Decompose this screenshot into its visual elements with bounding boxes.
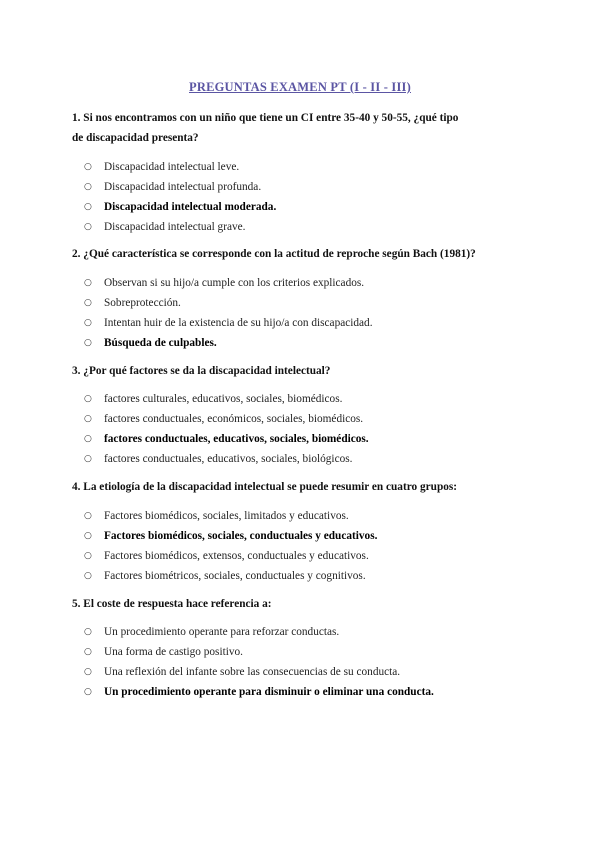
question-2: 2. ¿Qué característica se corresponde con la actitud de reproche según Bach (1981)?: [72, 248, 476, 260]
question-3-option-3-correct: [84, 429, 369, 449]
question-4-option-2-correct: [84, 526, 378, 546]
bullet-icon: ○: [84, 551, 92, 561]
bullet-icon: ○: [84, 298, 92, 308]
option-text: Intentan huir de la existencia de su hijo/a con discapacidad.: [104, 317, 373, 329]
bullet-icon: ○: [84, 687, 92, 697]
question-1-option-2: [84, 177, 262, 197]
bullet-icon: ○: [84, 278, 92, 288]
option-text: Un procedimiento operante para disminuir o eliminar una conducta.: [104, 686, 434, 698]
bullet-icon: ○: [84, 511, 92, 521]
bullet-icon: ○: [84, 202, 92, 212]
bullet-icon: ○: [84, 627, 92, 637]
option-text: Factores biomédicos, sociales, conductuales y educativos.: [104, 530, 378, 542]
bullet-icon: ○: [84, 162, 92, 172]
option-text: Discapacidad intelectual moderada.: [104, 201, 277, 213]
option-text: Una reflexión del infante sobre las consecuencias de su conducta.: [104, 666, 401, 678]
question-3-option-4: [84, 449, 353, 469]
question-5-option-2: [84, 642, 243, 662]
question-2-option-4-correct: [84, 333, 217, 353]
bullet-icon: ○: [84, 222, 92, 232]
bullet-icon: ○: [84, 434, 92, 444]
question-2-option-1: [84, 273, 365, 293]
option-text: factores conductuales, educativos, sociales, biológicos.: [104, 453, 353, 465]
bullet-icon: ○: [84, 667, 92, 677]
question-2-option-2: [84, 293, 181, 313]
option-text: Discapacidad intelectual profunda.: [104, 181, 262, 193]
option-text: Discapacidad intelectual leve.: [104, 161, 240, 173]
option-text: Búsqueda de culpables.: [104, 337, 217, 349]
question-4-option-1: [84, 506, 349, 526]
question-5-option-1: [84, 622, 340, 642]
bullet-icon: ○: [84, 454, 92, 464]
bullet-icon: ○: [84, 571, 92, 581]
option-text: Discapacidad intelectual grave.: [104, 221, 246, 233]
document-title: PREGUNTAS EXAMEN PT (I - II - III): [189, 80, 411, 94]
option-text: Factores biométricos, sociales, conductuales y cognitivos.: [104, 570, 366, 582]
bullet-icon: ○: [84, 318, 92, 328]
option-text: Sobreprotección.: [104, 297, 181, 309]
question-5: 5. El coste de respuesta hace referencia a:: [72, 598, 272, 610]
question-5-option-4-correct: [84, 682, 434, 702]
question-1-option-4: [84, 217, 246, 237]
bullet-icon: ○: [84, 531, 92, 541]
question-3-option-2: [84, 409, 364, 429]
option-text: factores culturales, educativos, sociales, biomédicos.: [104, 393, 343, 405]
question-1: 1. Si nos encontramos con un niño que tiene un CI entre 35-40 y 50-55, ¿qué tipo de discapacidad presenta?: [72, 112, 459, 144]
bullet-icon: ○: [84, 394, 92, 404]
question-3: 3. ¿Por qué factores se da la discapacidad intelectual?: [72, 365, 331, 377]
option-text: Un procedimiento operante para reforzar conductas.: [104, 626, 340, 638]
option-text: Factores biomédicos, extensos, conductuales y educativos.: [104, 550, 369, 562]
option-text: Observan si su hijo/a cumple con los criterios explicados.: [104, 277, 365, 289]
question-3-option-1: [84, 389, 343, 409]
option-text: Una forma de castigo positivo.: [104, 646, 243, 658]
question-2-option-3: [84, 313, 373, 333]
question-4-option-3: [84, 546, 369, 566]
bullet-icon: ○: [84, 414, 92, 424]
question-1-option-3-correct: [84, 197, 277, 217]
bullet-icon: ○: [84, 338, 92, 348]
question-4-option-4: [84, 566, 366, 586]
option-text: Factores biomédicos, sociales, limitados y educativos.: [104, 510, 349, 522]
option-text: factores conductuales, económicos, sociales, biomédicos.: [104, 413, 364, 425]
option-text: factores conductuales, educativos, sociales, biomédicos.: [104, 433, 369, 445]
question-4: 4. La etiología de la discapacidad intelectual se puede resumir en cuatro grupos:: [72, 481, 458, 493]
question-5-option-3: [84, 662, 401, 682]
bullet-icon: ○: [84, 182, 92, 192]
bullet-icon: ○: [84, 647, 92, 657]
question-1-option-1: [84, 157, 240, 177]
